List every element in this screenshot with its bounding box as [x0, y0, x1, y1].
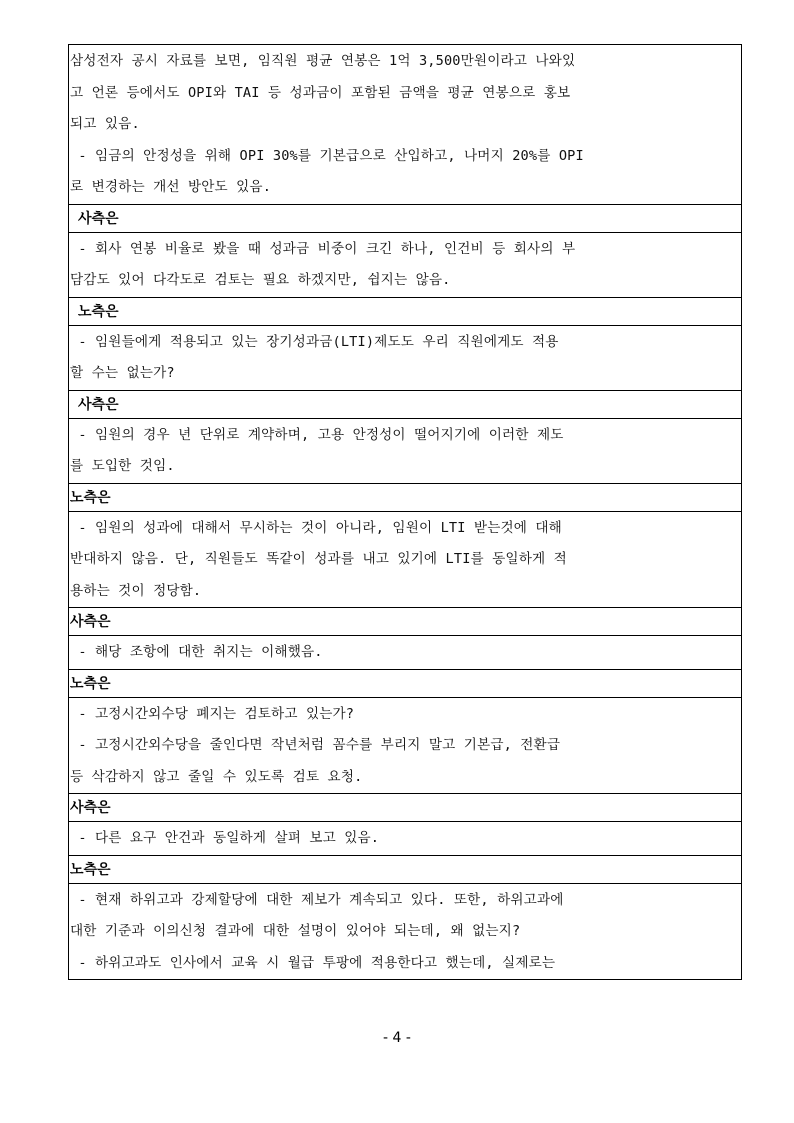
statement-line: 고 언론 등에서도 OPI와 TAI 등 성과금이 포함된 금액을 평균 연봉으로 홍보: [70, 84, 571, 101]
statement-row: [69, 884, 741, 981]
statement-line: 대한 기준과 이의신청 결과에 대한 설명이 있어야 되는데, 왜 없는지?: [70, 923, 521, 939]
statement-line: 담감도 있어 다각도로 검토는 필요 하겠지만, 쉽지는 않음.: [70, 272, 451, 288]
statement-line: - 하위고과도 인사에서 교육 시 월급 투팡에 적용한다고 했는데, 실제로는: [70, 954, 556, 971]
statement-row: [69, 822, 741, 856]
page-number: - 4 -: [383, 1030, 411, 1046]
statement-row: [69, 45, 741, 205]
statement-line: - 임금의 안정성을 위해 OPI 30%를 기본급으로 산입하고, 나머지 20%를 OPI: [70, 147, 584, 164]
statement-line: 를 도입한 것임.: [70, 458, 175, 474]
speaker-label-row: 노측은: [69, 856, 741, 884]
statement-line: - 고정시간외수당 폐지는 검토하고 있는가?: [70, 705, 355, 722]
statement-row: [69, 419, 741, 484]
speaker-label-row: 사측은: [69, 391, 741, 419]
speaker-label-row: 노측은: [69, 670, 741, 698]
statement-line: - 다른 요구 안건과 동일하게 살펴 보고 있음.: [70, 830, 380, 846]
speaker-label-row: 사측은: [69, 794, 741, 822]
statement-line: - 회사 연봉 비율로 봤을 때 성과금 비중이 크긴 하나, 인건비 등 회사의 부: [70, 240, 576, 257]
statement-row: [69, 233, 741, 298]
speaker-label-row: 노측은: [69, 298, 741, 326]
speaker-label-row: 사측은: [69, 205, 741, 233]
statement-line: 되고 있음.: [70, 116, 140, 132]
statement-line: 등 삭감하지 않고 줄일 수 있도록 검토 요청.: [70, 768, 363, 785]
statement-line: 용하는 것이 정당함.: [70, 582, 202, 599]
statement-line: 로 변경하는 개선 방안도 있음.: [70, 179, 272, 195]
statement-line: 반대하지 않음. 단, 직원들도 똑같이 성과를 내고 있기에 LTI를 동일하게 적: [70, 551, 567, 567]
speaker-label-row: 사측은: [69, 608, 741, 636]
statement-line: - 임원의 성과에 대해서 무시하는 것이 아니라, 임원이 LTI 받는것에 대해: [70, 519, 562, 536]
statement-row: [69, 636, 741, 670]
statement-line: - 임원의 경우 년 단위로 계약하며, 고용 안정성이 떨어지기에 이러한 제도: [70, 426, 564, 443]
statement-line: - 현재 하위고과 강제할당에 대한 제보가 계속되고 있다. 또한, 하위고과에: [70, 891, 564, 908]
speaker-label-row: 노측은: [69, 484, 741, 512]
statement-line: 삼성전자 공시 자료를 보면, 임직원 평균 연봉은 1억 3,500만원이라고 나와있: [70, 53, 576, 69]
statement-line: 할 수는 없는가?: [70, 365, 175, 381]
statement-line: - 고정시간외수당을 줄인다면 작년처럼 꼼수를 부리지 말고 기본급, 전환급: [70, 737, 561, 753]
statement-row: [69, 326, 741, 391]
statement-line: - 임원들에게 적용되고 있는 장기성과금(LTI)제도도 우리 직원에게도 적용: [70, 333, 559, 350]
statement-row: [69, 512, 741, 609]
minutes-table: [68, 44, 742, 980]
statement-line: - 해당 조항에 대한 취지는 이해했음.: [70, 644, 323, 660]
statement-row: [69, 698, 741, 795]
